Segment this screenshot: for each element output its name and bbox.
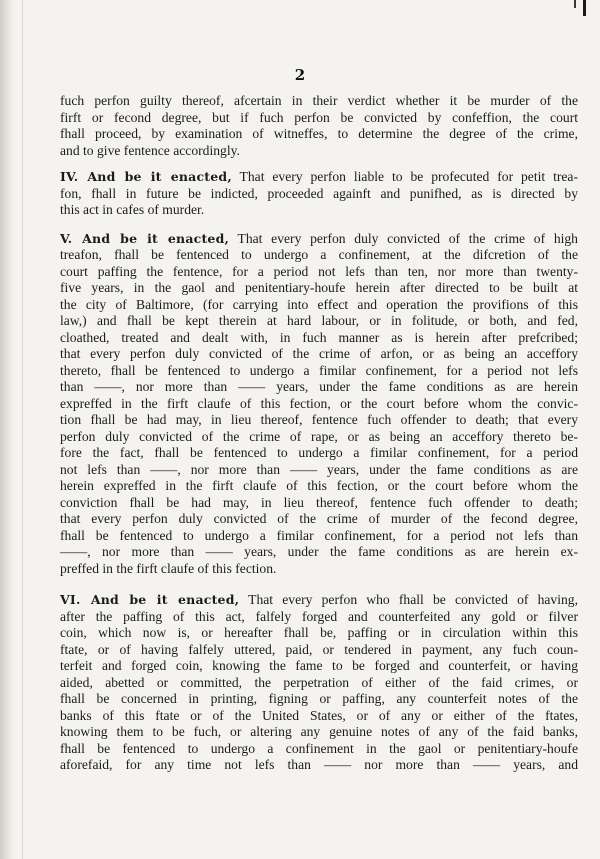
text-line: than ——, nor more than —— years, under the fame conditions as are herein xyxy=(60,379,578,394)
text-line: aided, abetted or committed, the perpetration of either of the faid crimes, or xyxy=(60,674,578,690)
text-line: ——, nor more than —— years, under the fame conditions as are herein ex- xyxy=(60,544,578,559)
text-line: ftate, or of having falfely uttered, paid, or tendered in payment, any fuch coun- xyxy=(60,641,578,657)
text-line: preffed in the firft claufe of this fection. xyxy=(60,560,277,576)
text-line: knowing them to be fuch, or altering any genuine notes of any of the faid banks, xyxy=(60,724,578,739)
text-line: tion fhall be had may, in lieu thereof, fentence fuch offender to death; that every xyxy=(60,412,578,427)
text-line: five years, in the gaol and penitentiary-houfe herein after directed to be built at xyxy=(60,280,578,295)
text-line: fore the fact, fhall be fentenced to undergo a fimilar confinement, for a period xyxy=(60,445,578,460)
text-line: law,) and fhall be kept therein at hard labour, or in folitude, or both, and fed, xyxy=(60,313,578,328)
text-line: cloathed, treated and dealt with, in fuch manner as is herein after prefcribed; xyxy=(60,329,578,345)
text-line: that every perfon duly convicted of the crime of arfon, or as being an acceffory xyxy=(60,346,578,361)
text-line: terfeit and forged coin, knowing the fame to be forged and counterfeit, or having xyxy=(60,658,578,673)
text-line: V. And be it enacted, That every perfon duly convicted of the crime of high xyxy=(60,230,578,246)
text-line: not lefs than ——, nor more than —— years, under the fame conditions as are xyxy=(60,461,578,477)
corner-mark xyxy=(583,0,586,16)
text-line: fon, fhall in future be indicted, proceeded againft and punifhed, as is directed by xyxy=(60,185,578,201)
text-line: that every perfon duly convicted of the crime of murder of the fecond degree, xyxy=(60,511,578,526)
text-line: thereto, fhall be fentenced to undergo a fimilar confinement, for a period not lefs xyxy=(60,362,578,378)
text-line: fhall be concerned in printing, figning or paffing, any counterfeit notes of the xyxy=(60,691,578,706)
body-text xyxy=(60,93,578,785)
section-heading: V. And be it enacted, xyxy=(60,230,230,246)
text-line: coin, which now is, or hereafter fhall be, paffing or in circulation within this xyxy=(60,625,578,640)
text-line: perfon duly convicted of the crime of rape, or as being an acceffory thereto be- xyxy=(60,428,578,444)
section-heading: IV. And be it enacted, xyxy=(60,169,232,184)
text-line: fuch perfon guilty thereof, afcertain in their verdict whether it be murder of the xyxy=(60,93,578,108)
text-line: fhall proceed, by examination of witneffes, to determine the degree of the crime, xyxy=(60,126,578,141)
text-line: after the paffing of this act, falfely forged and counterfeited any gold or filver xyxy=(60,608,578,624)
text-line: this act in cafes of murder. xyxy=(60,202,205,217)
text-line: firft or fecond degree, but if fuch perfon be convicted by confeffion, the court xyxy=(60,109,578,125)
binding-line xyxy=(22,0,23,859)
text-line: expreffed in the firft claufe of this fection, or the court before whom the convic- xyxy=(60,395,578,411)
section-vi xyxy=(60,592,578,774)
text-line: court paffing the fentence, for a period not lefs than ten, nor more than twenty- xyxy=(60,263,578,279)
text-line: fhall be fentenced to undergo a confinement in the gaol or penitentiary-houfe xyxy=(60,740,578,756)
page-edge-shadow xyxy=(0,0,14,859)
section-heading: VI. And be it enacted, xyxy=(60,592,240,607)
section-v xyxy=(60,231,578,578)
section-iv xyxy=(60,169,578,219)
text-line: herein expreffed in the firft claufe of this fection, or the court before whom the xyxy=(60,478,578,493)
text-line: IV. And be it enacted, That every perfon liable to be profecuted for petit trea- xyxy=(60,169,578,184)
corner-mark-secondary xyxy=(574,0,576,8)
paragraph-continuation xyxy=(60,93,578,159)
text-line: the city of Baltimore, (for carrying into effect and operation the provifions of this xyxy=(60,296,578,312)
text-line: aforefaid, for any time not lefs than —— nor more than —— years, and xyxy=(60,757,578,772)
text-line: VI. And be it enacted, That every perfon who fhall be convicted of having, xyxy=(60,592,578,607)
text-line: and to give fentence accordingly. xyxy=(60,142,240,158)
text-line: conviction fhall be had may, in lieu thereof, fentence fuch offender to death; xyxy=(60,494,578,510)
text-line: banks of this ftate or of the United States, or of any or either of the ftates, xyxy=(60,707,578,723)
text-line: fhall be fentenced to undergo a fimilar confinement, for a period not lefs than xyxy=(60,527,578,543)
page-number: 2 xyxy=(294,66,306,84)
text-line: treafon, fhall be fentenced to undergo a confinement, at the difcretion of the xyxy=(60,247,578,262)
